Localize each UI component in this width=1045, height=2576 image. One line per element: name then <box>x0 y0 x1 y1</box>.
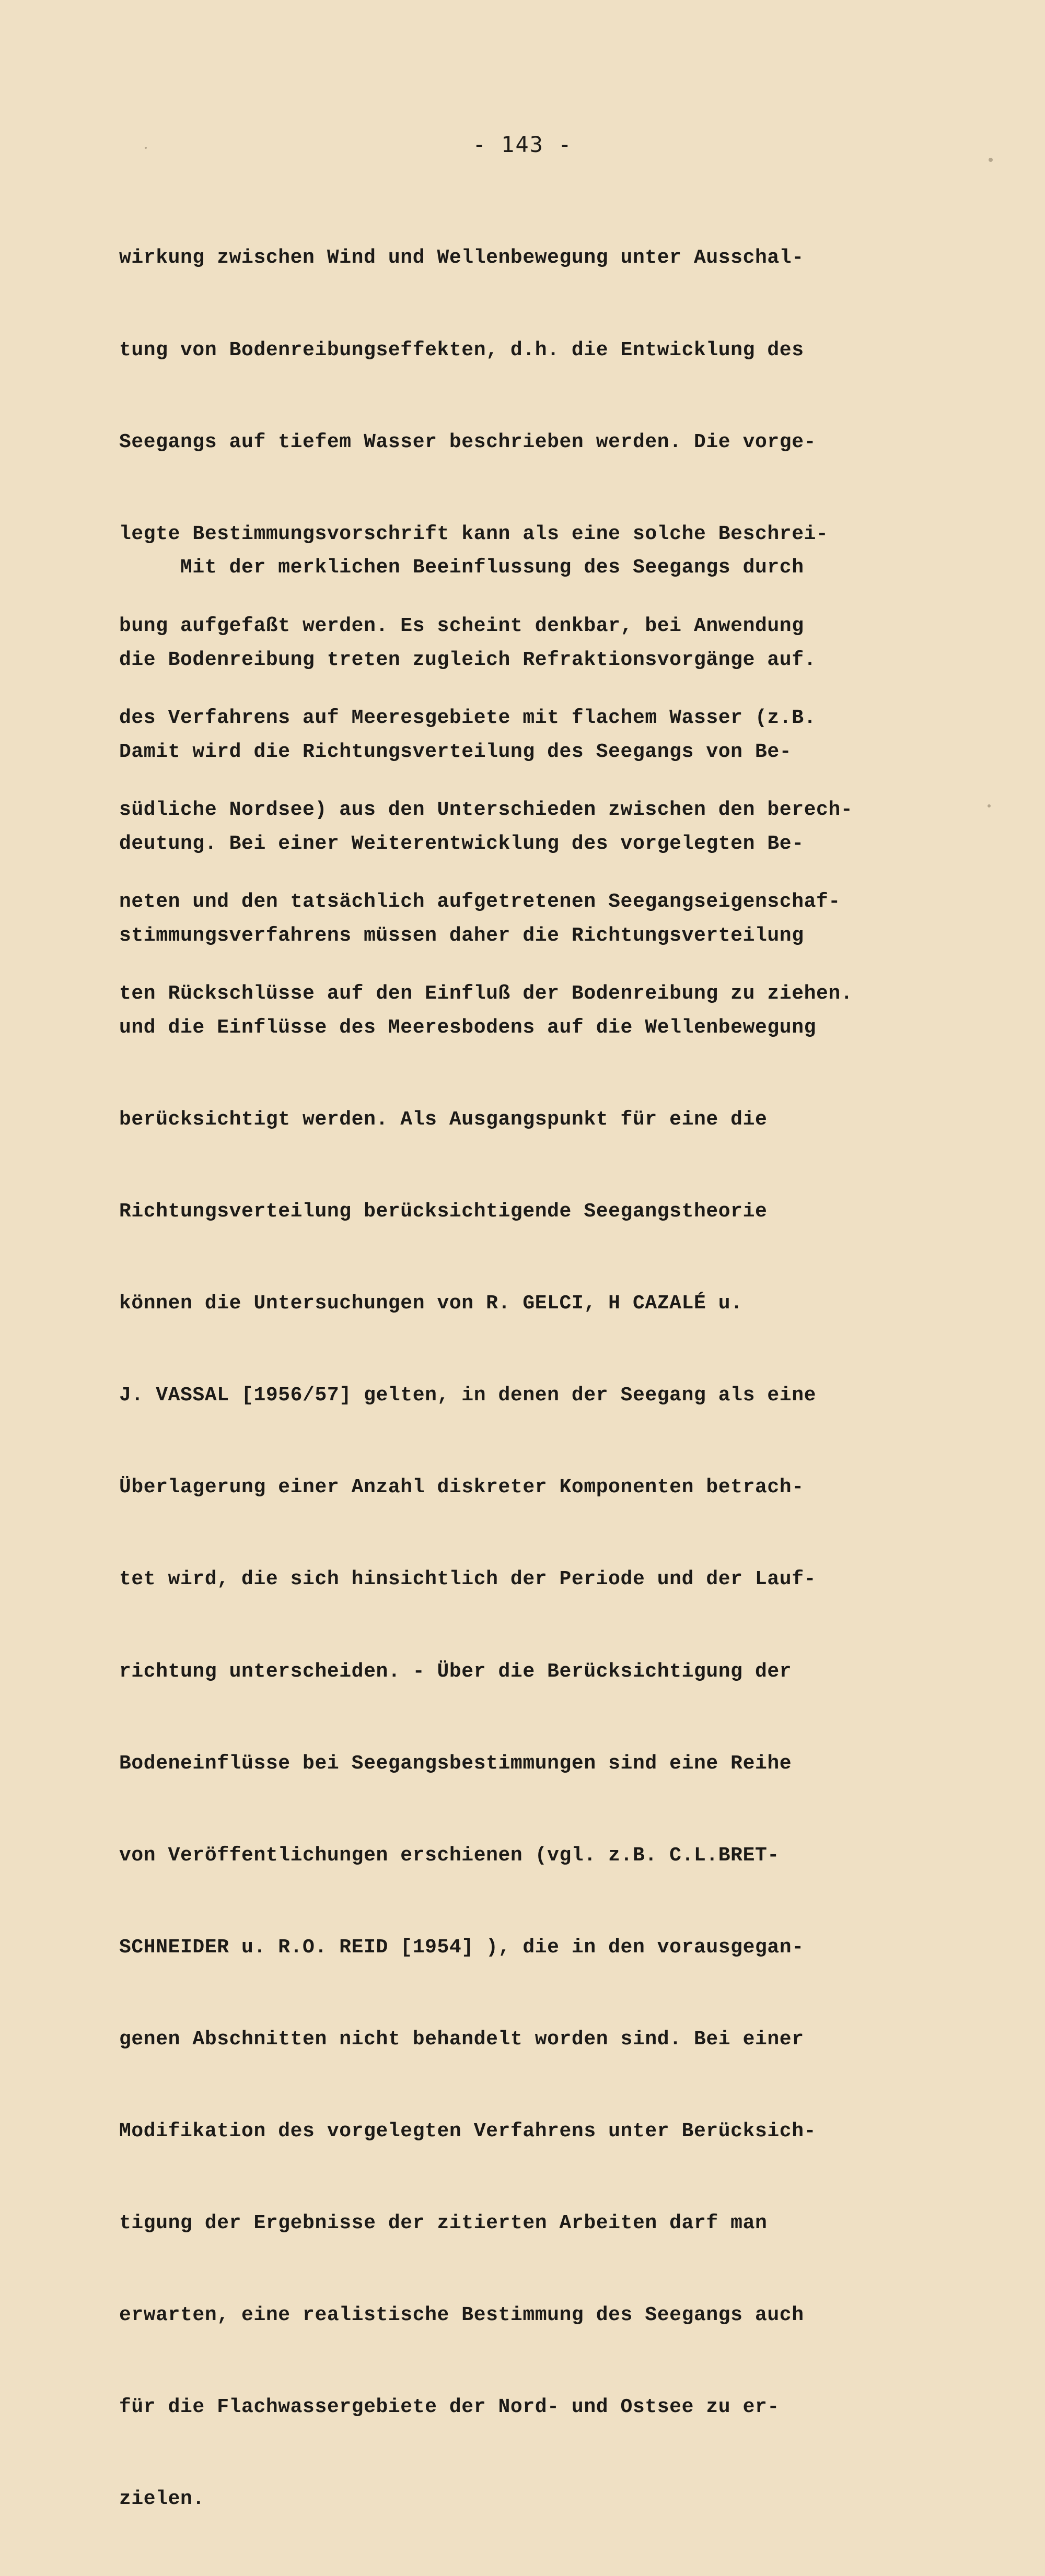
text-line: Überlagerung einer Anzahl diskreter Komponenten betrach- <box>119 1476 804 1499</box>
text-line: deutung. Bei einer Weiterentwicklung des vorgelegten Be- <box>119 832 804 855</box>
text-line: J. VASSAL [1956/57] gelten, in denen der Seegang als eine <box>119 1384 817 1407</box>
text-line: ten Rückschlüsse auf den Einfluß der Bodenreibung zu ziehen. <box>119 982 853 1005</box>
text-line: tung von Bodenreibungseffekten, d.h. die Entwicklung des <box>119 338 804 361</box>
text-line: tet wird, die sich hinsichtlich der Periode und der Lauf- <box>119 1568 817 1591</box>
text-line: berücksichtigt werden. Als Ausgangspunkt für eine die <box>119 1108 768 1131</box>
text-line: genen Abschnitten nicht behandelt worden sind. Bei einer <box>119 2028 804 2051</box>
text-line: und die Einflüsse des Meeresbodens auf die Wellenbewegung <box>119 1016 817 1039</box>
text-line: des Verfahrens auf Meeresgebiete mit flachem Wasser (z.B. <box>119 706 817 729</box>
text-line: Seegangs auf tiefem Wasser beschrieben werden. Die vorge- <box>119 430 817 453</box>
text-line: wirkung zwischen Wind und Wellenbewegung unter Ausschal- <box>119 247 804 270</box>
text-line: tigung der Ergebnisse der zitierten Arbeiten darf man <box>119 2212 768 2235</box>
text-line: richtung unterscheiden. - Über die Berücksichtigung der <box>119 1660 792 1683</box>
page-number: - 143 - <box>472 132 573 157</box>
text-line: Bodeneinflüsse bei Seegangsbestimmungen sind eine Reihe <box>119 1752 792 1775</box>
text-line: Damit wird die Richtungsverteilung des Seegangs von Be- <box>119 740 792 763</box>
text-line: Mit der merklichen Beeinflussung des Seegangs durch <box>119 556 804 579</box>
text-line: neten und den tatsächlich aufgetretenen Seegangseigenschaf- <box>119 891 841 914</box>
paper-speck <box>989 158 993 162</box>
text-line: bung aufgefaßt werden. Es scheint denkbar, bei Anwendung <box>119 614 804 637</box>
text-line: zielen. <box>119 2488 205 2511</box>
text-line: SCHNEIDER u. R.O. REID [1954] ), die in den vorausgegan- <box>119 1936 804 1959</box>
text-line: stimmungsverfahrens müssen daher die Richtungsverteilung <box>119 924 804 947</box>
text-line: für die Flachwassergebiete der Nord- und Ostsee zu er- <box>119 2396 780 2419</box>
text-line: können die Untersuchungen von R. GELCI, H CAZALÉ u. <box>119 1292 743 1315</box>
text-line: erwarten, eine realistische Bestimmung des Seegangs auch <box>119 2304 804 2327</box>
paper-speck <box>988 804 991 807</box>
text-line: Richtungsverteilung berücksichtigende Seegangstheorie <box>119 1200 768 1223</box>
text-line: südliche Nordsee) aus den Unterschieden zwischen den berech- <box>119 798 853 821</box>
text-line: legte Bestimmungsvorschrift kann als eine solche Beschrei- <box>119 522 829 545</box>
paragraph-2 <box>119 491 903 2576</box>
text-line: Modifikation des vorgelegten Verfahrens unter Berücksich- <box>119 2120 817 2142</box>
text-line: von Veröffentlichungen erschienen (vgl. z.B. C.L.BRET- <box>119 1844 780 1867</box>
text-line: die Bodenreibung treten zugleich Refraktionsvorgänge auf. <box>119 648 817 671</box>
